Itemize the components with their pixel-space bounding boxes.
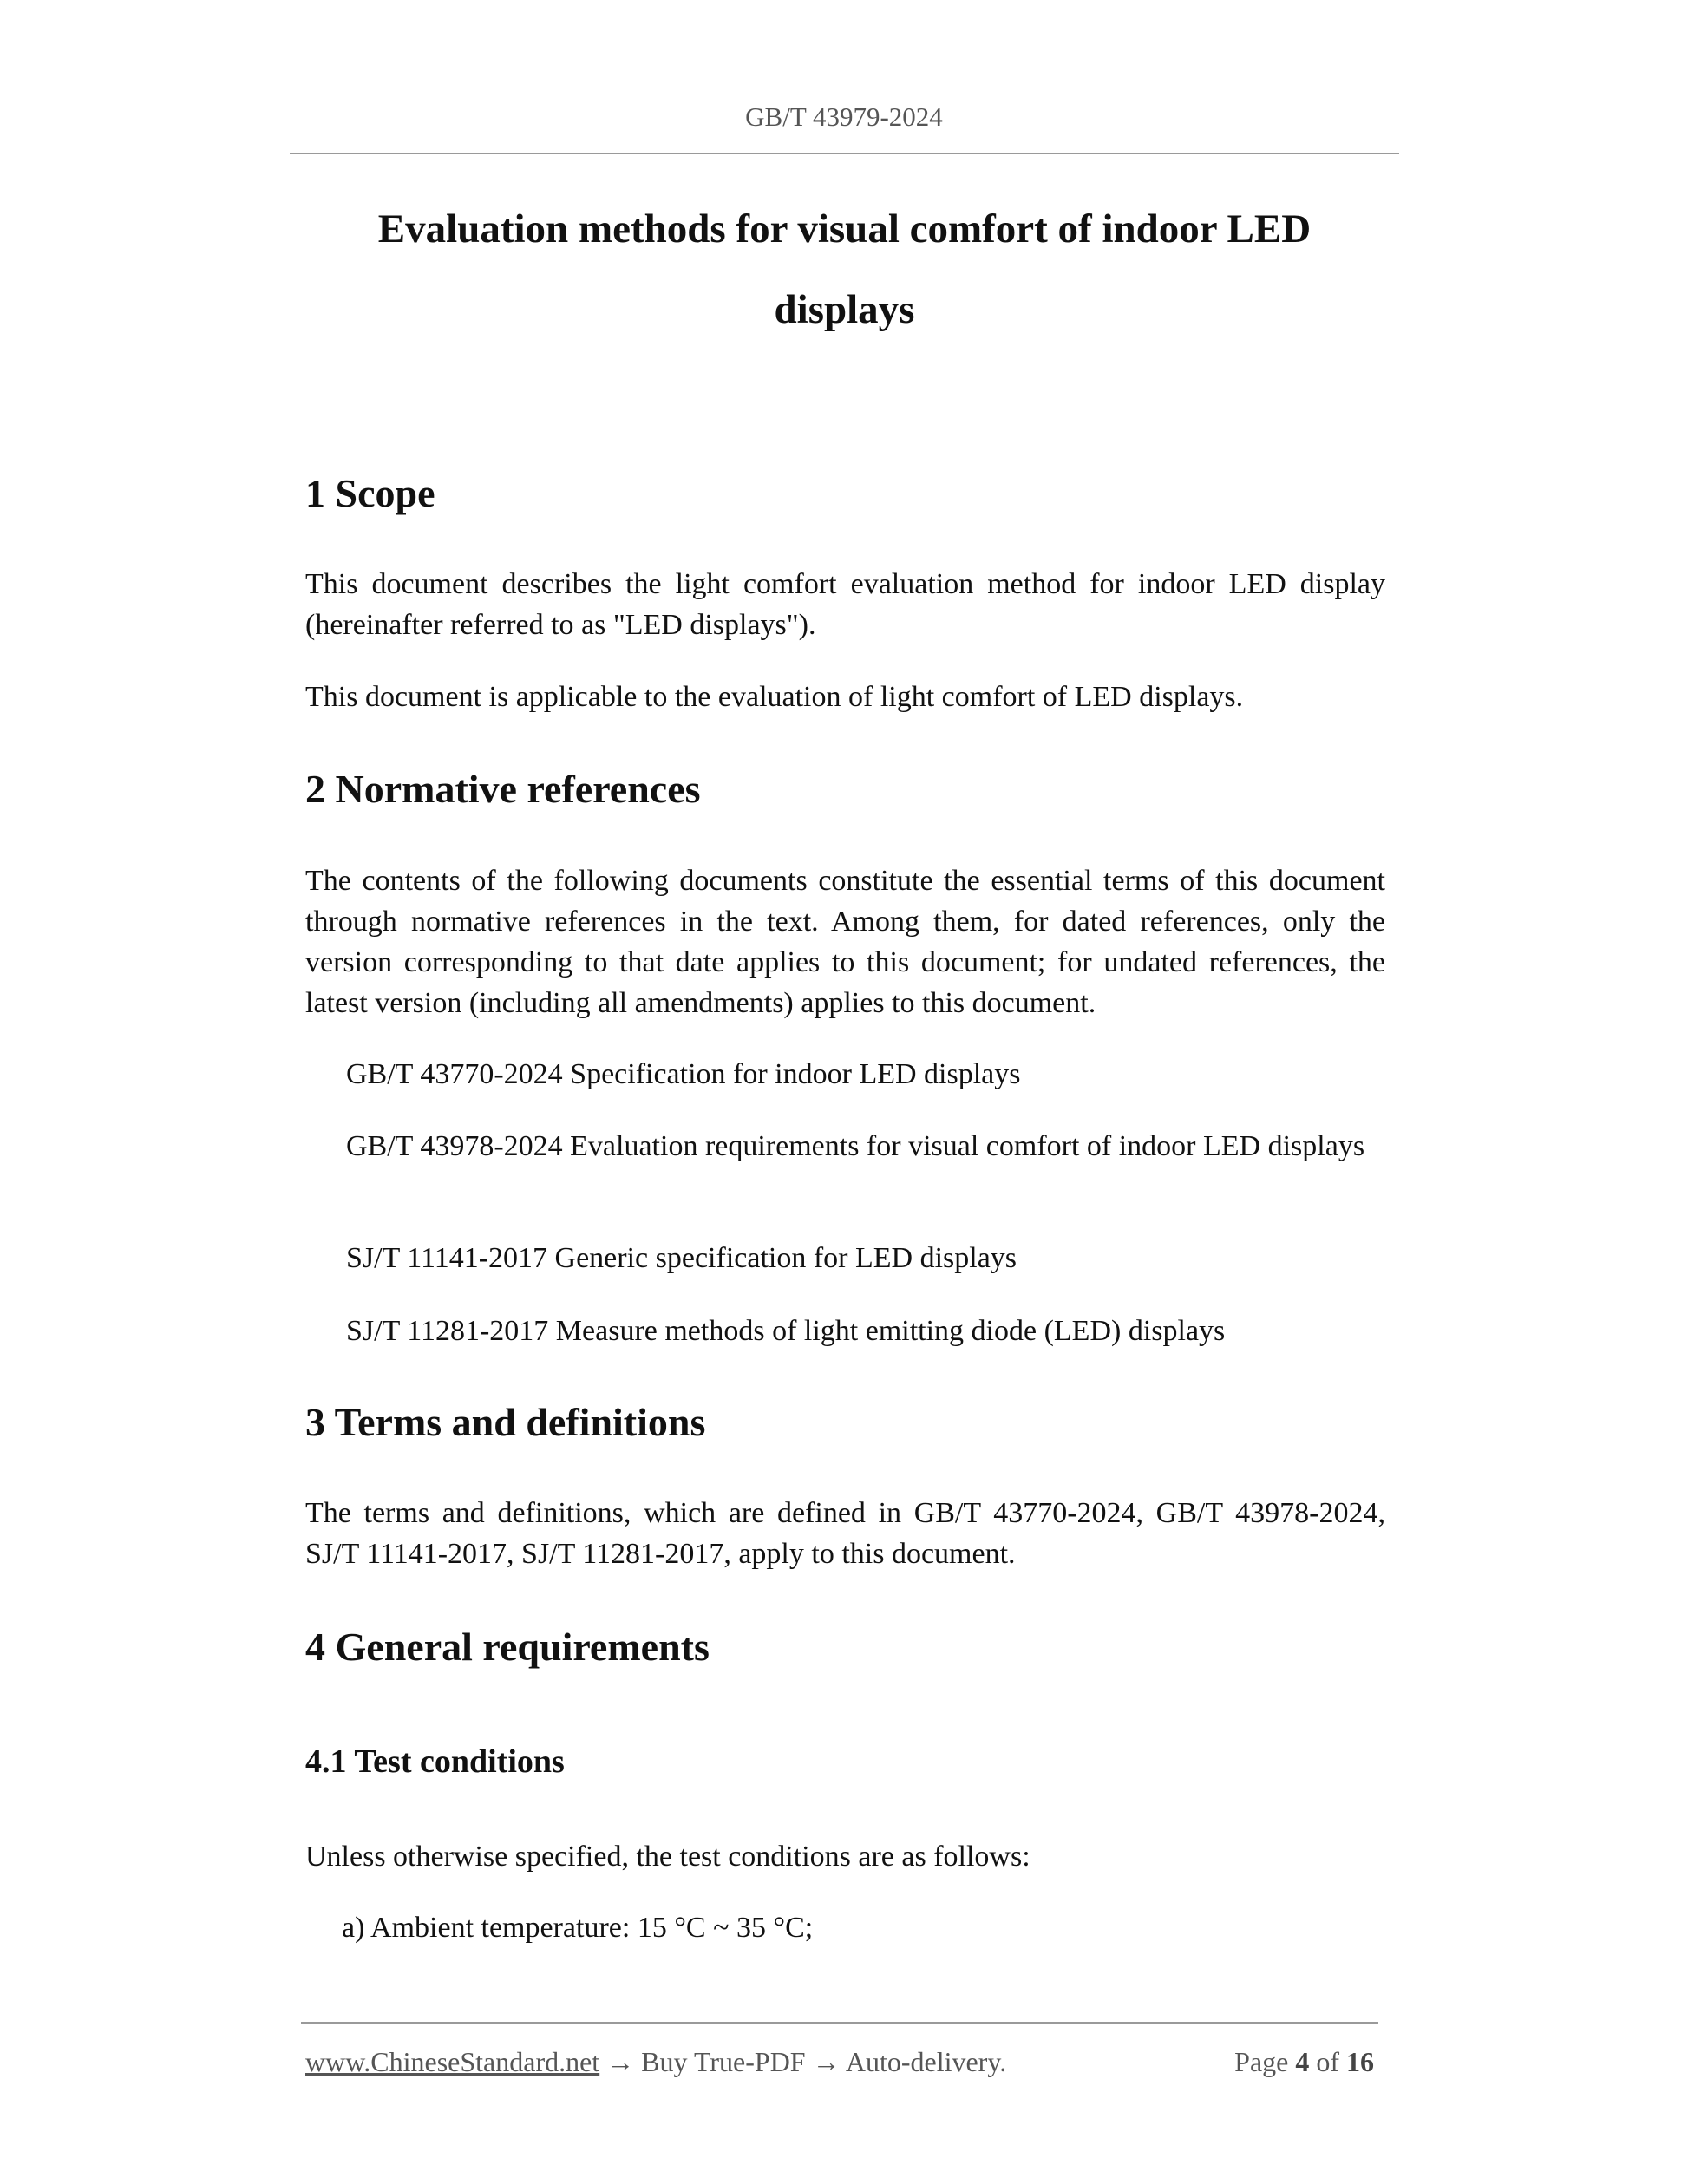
footer-promo [305,2043,1006,2081]
normative-paragraph: The contents of the following documents constitute the essential terms of this document through normative references in the text. Among them, for dated references, only the version corresponding to that date applies to this document; for undated references, the latest version (including all amendments) applies to this document. [305,865,1385,1019]
auto-delivery-text: Auto-delivery. [845,2046,1007,2077]
scope-paragraph-2: This document is applicable to the evaluation of light comfort of LED displays. [305,681,1244,713]
document-title-line2: displays [774,287,915,332]
section-heading-general-requirements: 4 General requirements [305,1625,710,1669]
buy-pdf-text: Buy True-PDF [641,2046,806,2077]
section-heading-normative-references: 2 Normative references [305,767,701,811]
page-indicator [1234,2043,1374,2081]
reference-item: SJ/T 11141-2017 Generic specification for LED displays [346,1242,1017,1274]
arrow-right-icon: → [812,2046,841,2077]
of-label: of [1316,2046,1339,2077]
section-heading-scope: 1 Scope [305,471,435,515]
document-title-line1: Evaluation methods for visual comfort of indoor LED [377,206,1312,252]
test-condition-item: a) Ambient temperature: 15 °C ~ 35 °C; [342,1912,814,1944]
reference-item: SJ/T 11281-2017 Measure methods of light emitting diode (LED) displays [346,1315,1226,1347]
document-number-header: GB/T 43979-2024 [745,101,943,132]
header-divider [290,153,1399,154]
scope-paragraph-1: This document describes the light comfort evaluation method for indoor LED display (hereinafter referred to as "LED displays"). [305,568,1385,641]
website-link[interactable]: www.ChineseStandard.net [305,2046,600,2077]
test-conditions-paragraph: Unless otherwise specified, the test conditions are as follows: [305,1841,1030,1873]
reference-item: GB/T 43978-2024 Evaluation requirements for visual comfort of indoor LED displays [346,1130,1365,1162]
arrow-right-icon: → [606,2046,635,2077]
footer-divider [301,2022,1378,2024]
page-label: Page [1234,2046,1289,2077]
terms-paragraph: The terms and definitions, which are defined in GB/T 43770-2024, GB/T 43978-2024, SJ/T 11141-2017, SJ/T 11281-2017, apply to this document. [305,1497,1385,1570]
reference-item: GB/T 43770-2024 Specification for indoor LED displays [346,1058,1021,1090]
page-total: 16 [1346,2046,1374,2077]
page-current: 4 [1295,2046,1310,2077]
subsection-heading-test-conditions: 4.1 Test conditions [305,1743,565,1780]
section-heading-terms: 3 Terms and definitions [305,1400,706,1444]
